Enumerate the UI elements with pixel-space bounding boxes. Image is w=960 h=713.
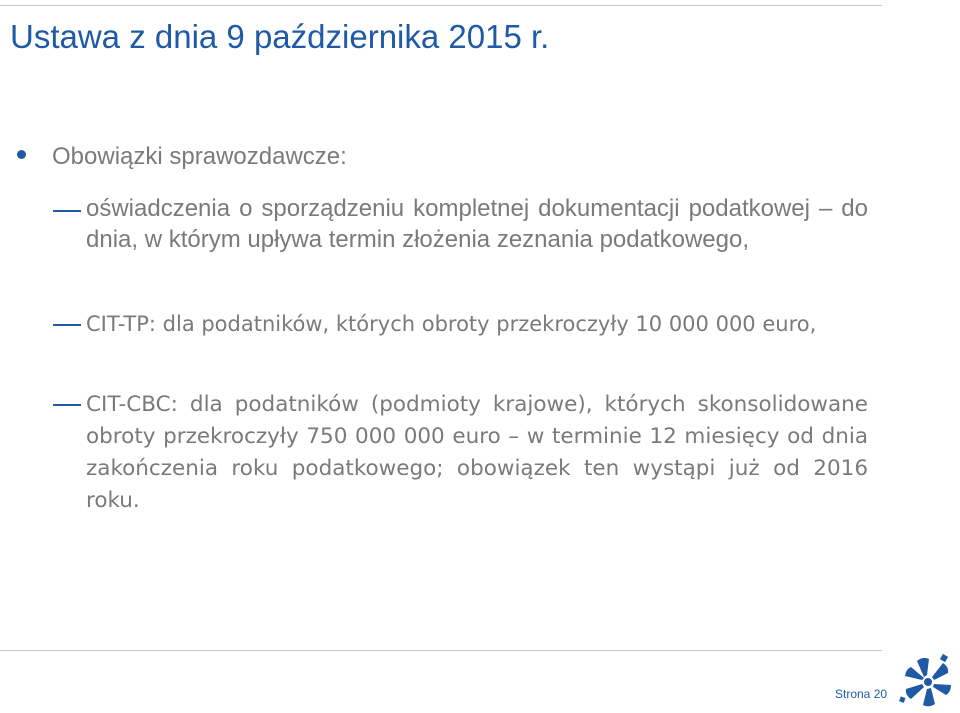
title-divider xyxy=(0,5,882,6)
sub-item-text: CIT-TP: dla podatników, których obroty przekroczyły 10 000 000 euro, xyxy=(86,312,817,336)
dash-icon xyxy=(53,324,81,326)
footer-divider xyxy=(0,650,882,651)
bullet-dot-icon xyxy=(17,150,26,159)
page-number: Strona 20 xyxy=(835,687,888,701)
sub-item-text: oświadczenia o sporządzeniu kompletnej dokumentacji podatkowej – do dnia, w którym upływa termin złożenia zeznania podatkowego, xyxy=(86,195,868,253)
logo-icon xyxy=(897,653,959,711)
sub-item-statement xyxy=(53,193,868,255)
slide-title: Ustawa z dnia 9 października 2015 r. xyxy=(10,18,550,55)
dash-icon xyxy=(53,210,81,212)
main-bullet xyxy=(17,143,877,173)
dash-icon xyxy=(53,404,81,406)
sub-item-cit-cbc xyxy=(53,389,868,517)
sub-item-text: CIT-CBC: dla podatników (podmioty krajowe), których skonsolidowane obroty przekroczyły 750 000 000 euro – w terminie 12 miesięcy od dnia zakończenia roku podatkowego; obowiązek ten wystąpi już od 2016 roku. xyxy=(86,392,868,513)
sub-item-cit-tp xyxy=(53,309,868,340)
bullet-text: Obowiązki sprawozdawcze: xyxy=(52,143,347,170)
